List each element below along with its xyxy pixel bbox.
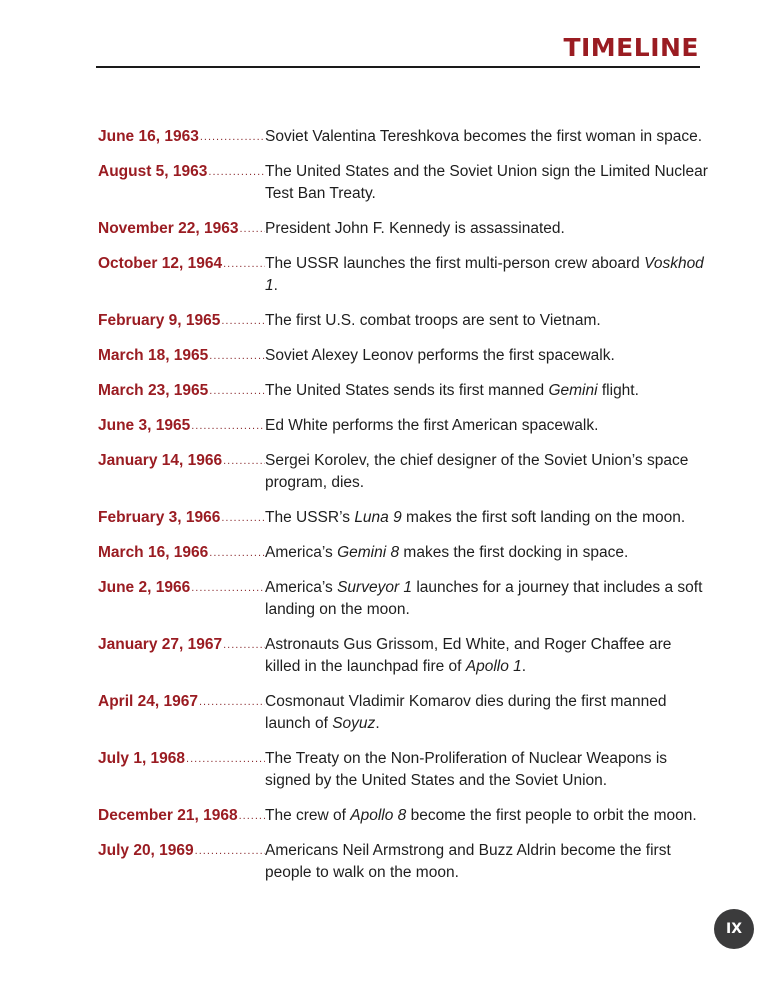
- entry-text-segment: America’s: [265, 579, 338, 596]
- dot-leader: [185, 748, 265, 770]
- entry-label: [98, 310, 265, 332]
- entry-text-segment: become the first people to orbit the moon.: [406, 807, 697, 824]
- dot-leader: [238, 805, 265, 827]
- page-title: TIMELINE: [563, 33, 699, 62]
- dot-leader: [199, 126, 265, 148]
- entry-date: July 20, 1969: [98, 842, 194, 859]
- dot-leader: [194, 840, 265, 862]
- entry-description: [265, 450, 708, 494]
- entry-description: [265, 805, 708, 827]
- dot-leader: [220, 507, 265, 529]
- entry-text-segment: makes the first soft landing on the moon.: [401, 509, 686, 526]
- timeline-entry: [98, 218, 708, 240]
- entry-date: January 14, 1966: [98, 452, 223, 469]
- timeline-entry: [98, 507, 708, 529]
- timeline-entry: [98, 542, 708, 564]
- entry-text-segment: Soviet Valentina Tereshkova becomes the first woman in space.: [265, 128, 703, 145]
- entry-text-segment: The United States and the Soviet Union sign the Limited Nuclear Test Ban Treaty.: [265, 163, 708, 202]
- dot-leader: [190, 577, 265, 599]
- entry-label: [98, 805, 265, 827]
- timeline-entry: [98, 380, 708, 402]
- entry-date: October 12, 1964: [98, 255, 223, 272]
- timeline-entry: [98, 253, 708, 297]
- entry-date: July 1, 1968: [98, 750, 186, 767]
- title-divider: [96, 66, 700, 68]
- entry-italic-title: Soyuz: [332, 715, 376, 732]
- entry-label: [98, 634, 265, 678]
- entry-date: August 5, 1963: [98, 163, 208, 180]
- entry-description: [265, 126, 708, 148]
- timeline-entry: [98, 161, 708, 205]
- entry-label: [98, 415, 265, 437]
- timeline-entry: [98, 450, 708, 494]
- dot-leader: [222, 253, 265, 275]
- dot-leader: [208, 345, 265, 367]
- entry-italic-title: Luna 9: [354, 509, 402, 526]
- timeline-entry: [98, 748, 708, 792]
- entry-text-segment: The Treaty on the Non-Proliferation of Nuclear Weapons is signed by the United States and the Soviet Union.: [265, 750, 668, 789]
- dot-leader: [222, 634, 265, 656]
- entry-text-segment: Astronauts Gus Grissom, Ed White, and Roger Chaffee are killed in the launchpad fire of: [265, 636, 672, 675]
- entry-date: April 24, 1967: [98, 693, 198, 710]
- entry-label: [98, 577, 265, 621]
- entry-date: June 16, 1963: [98, 128, 199, 145]
- entry-text-segment: Sergei Korolev, the chief designer of the Soviet Union’s space program, dies.: [265, 452, 689, 491]
- entry-date: March 23, 1965: [98, 382, 209, 399]
- entry-text-segment: America’s: [265, 544, 338, 561]
- entry-description: [265, 415, 708, 437]
- entry-description: [265, 577, 708, 621]
- entry-description: [265, 345, 708, 367]
- timeline-entry: [98, 345, 708, 367]
- dot-leader: [208, 542, 265, 564]
- entry-text-segment: .: [375, 715, 380, 732]
- timeline-entry: [98, 840, 708, 884]
- entry-label: [98, 450, 265, 494]
- entry-description: [265, 748, 708, 792]
- entry-italic-title: Surveyor 1: [337, 579, 413, 596]
- dot-leader: [190, 415, 265, 437]
- entry-label: [98, 161, 265, 205]
- dot-leader: [238, 218, 265, 240]
- entry-date: December 21, 1968: [98, 807, 238, 824]
- entry-text-segment: Ed White performs the first American spacewalk.: [265, 417, 599, 434]
- entry-label: [98, 840, 265, 884]
- entry-label: [98, 380, 265, 402]
- entry-label: [98, 253, 265, 297]
- entry-label: [98, 126, 265, 148]
- entry-description: [265, 542, 708, 564]
- timeline-list: [98, 126, 708, 897]
- entry-text-segment: .: [273, 277, 278, 294]
- entry-text-segment: .: [521, 658, 527, 675]
- entry-italic-title: Gemini 8: [337, 544, 400, 561]
- entry-label: [98, 507, 265, 529]
- page-number-badge: IX: [714, 909, 754, 949]
- entry-italic-title: Gemini: [548, 382, 598, 399]
- entry-text-segment: The crew of: [265, 807, 351, 824]
- entry-date: January 27, 1967: [98, 636, 223, 653]
- entry-text-segment: Soviet Alexey Leonov performs the first spacewalk.: [265, 347, 615, 364]
- entry-label: [98, 218, 265, 240]
- entry-label: [98, 542, 265, 564]
- timeline-entry: [98, 805, 708, 827]
- entry-text-segment: Americans Neil Armstrong and Buzz Aldrin become the first people to walk on the moon.: [265, 842, 671, 881]
- entry-text-segment: The USSR launches the first multi-person crew aboard: [265, 255, 645, 272]
- entry-date: June 2, 1966: [98, 579, 191, 596]
- entry-description: [265, 507, 708, 529]
- timeline-entry: [98, 310, 708, 332]
- entry-text-segment: flight.: [597, 382, 639, 399]
- dot-leader: [222, 450, 265, 472]
- entry-date: February 9, 1965: [98, 312, 221, 329]
- entry-label: [98, 345, 265, 367]
- entry-text-segment: Cosmonaut Vladimir Komarov dies during the first manned launch of: [265, 693, 667, 732]
- entry-description: [265, 161, 708, 205]
- entry-label: [98, 691, 265, 735]
- dot-leader: [207, 161, 265, 183]
- entry-text-segment: President John F. Kennedy is assassinated.: [265, 220, 565, 237]
- dot-leader: [220, 310, 265, 332]
- timeline-entry: [98, 415, 708, 437]
- entry-description: [265, 691, 708, 735]
- entry-description: [265, 380, 708, 402]
- timeline-entry: [98, 126, 708, 148]
- entry-date: March 16, 1966: [98, 544, 209, 561]
- entry-italic-title: Voskhod 1: [265, 255, 704, 294]
- entry-description: [265, 840, 708, 884]
- entry-text-segment: makes the first docking in space.: [399, 544, 629, 561]
- entry-description: [265, 218, 708, 240]
- timeline-entry: [98, 691, 708, 735]
- dot-leader: [208, 380, 265, 402]
- entry-italic-title: Apollo 1: [465, 658, 522, 675]
- timeline-entry: [98, 577, 708, 621]
- entry-description: [265, 310, 708, 332]
- entry-date: March 18, 1965: [98, 347, 209, 364]
- entry-description: [265, 253, 708, 297]
- entry-date: June 3, 1965: [98, 417, 191, 434]
- entry-italic-title: Apollo 8: [350, 807, 407, 824]
- timeline-entry: [98, 634, 708, 678]
- entry-text-segment: The USSR’s: [265, 509, 355, 526]
- entry-description: [265, 634, 708, 678]
- entry-date: November 22, 1963: [98, 220, 239, 237]
- entry-text-segment: The first U.S. combat troops are sent to Vietnam.: [265, 312, 601, 329]
- entry-text-segment: launches for a journey that includes a soft landing on the moon.: [265, 579, 703, 618]
- dot-leader: [198, 691, 265, 713]
- entry-label: [98, 748, 265, 792]
- entry-text-segment: The United States sends its first manned: [265, 382, 549, 399]
- entry-date: February 3, 1966: [98, 509, 221, 526]
